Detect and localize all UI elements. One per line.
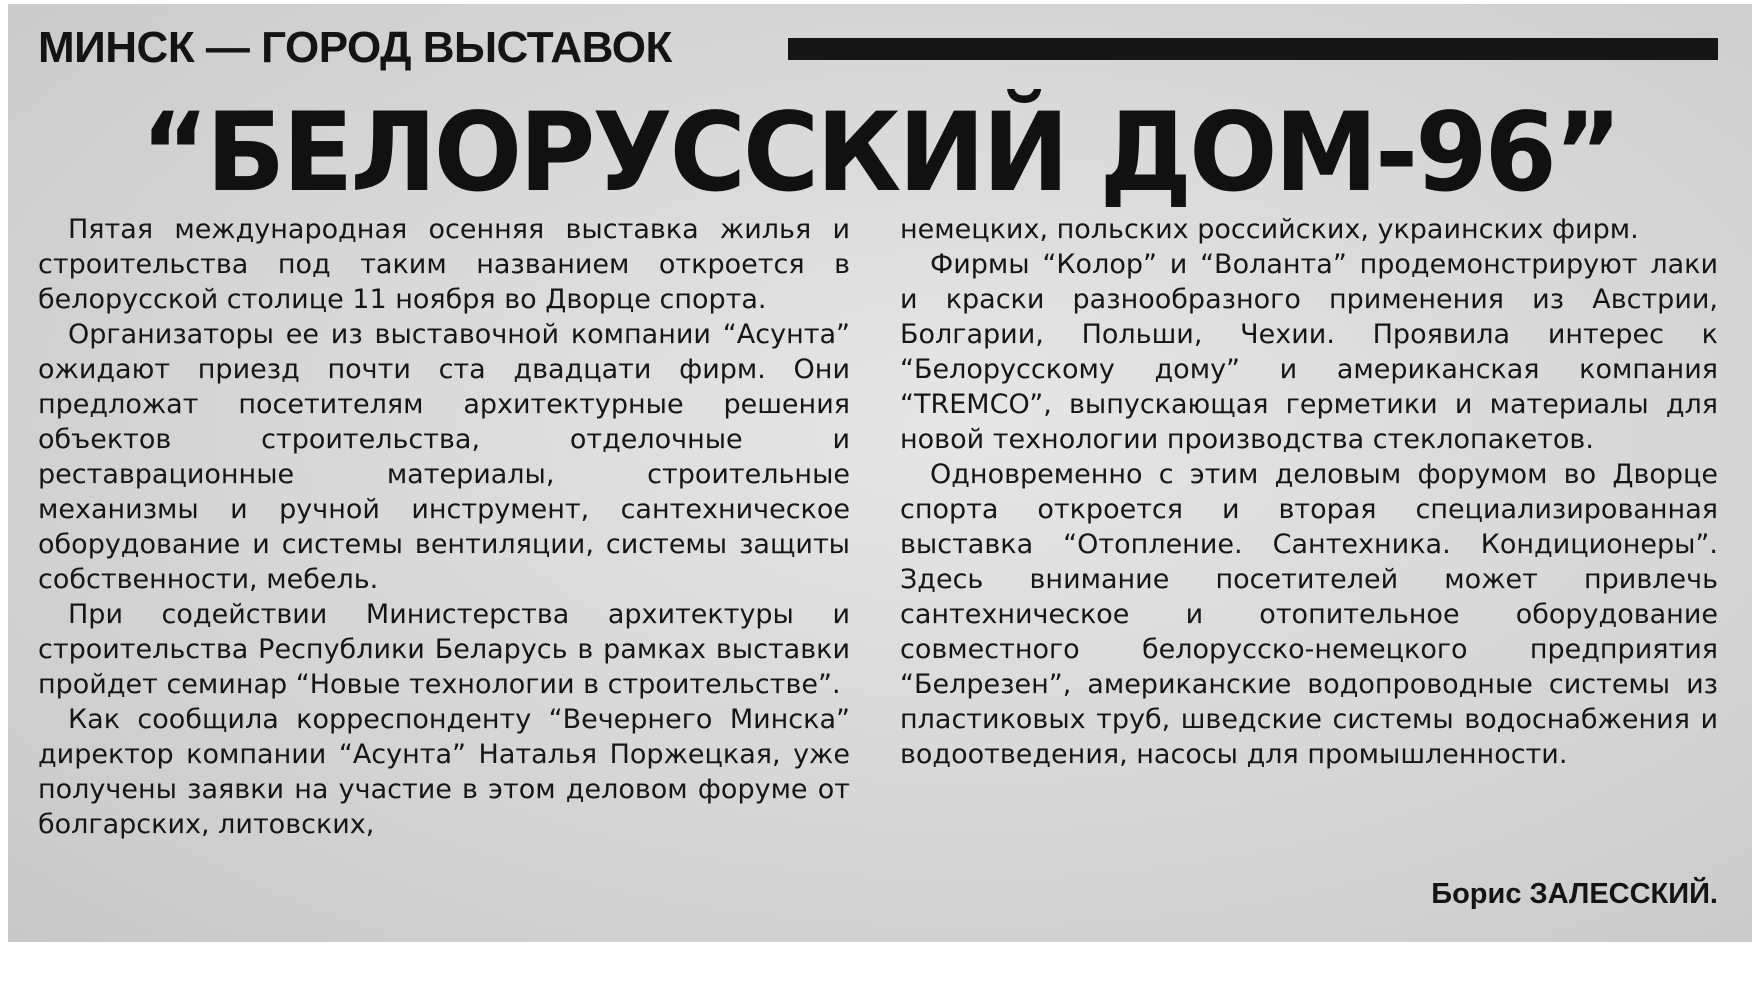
paragraph: Организаторы ее из выставочной компании “Асунта” ожидают приезд почти ста двадцати фирм. Они предложат посетителям архитектурные решения объектов строительства, отделочные и реставрационные материалы, строительные механизмы и ручной инструмент, сантехническое оборудование и системы вентиляции, системы защиты собственности, мебель. [38,319,850,595]
rubric-row [38,18,1728,78]
rubric-rule [788,38,1718,60]
right-column [900,212,1718,772]
paragraph: Фирмы “Колор” и “Воланта” продемонстрируют лаки и краски разнообразного применения из Австрии, Болгарии, Польши, Чехии. Проявила интерес к “Белорусскому дому” и американская компания “TREMCO”, выпускающая герметики и материалы для новой технологии производства стеклопакетов. [900,249,1718,455]
author-byline: Борис ЗАЛЕССКИЙ. [1431,878,1718,910]
paragraph: Пятая международная осенняя выставка жилья и строительства под таким названием откроется в белорусской столице 11 ноября во Дворце спорта. [38,214,850,315]
article-headline: “БЕЛОРУССКИЙ ДОМ-96” [140,87,1620,217]
paragraph-continuation: немецких, польских российских, украинских фирм. [900,214,1639,245]
paragraph: При содействии Министерства архитектуры и строительства Республики Беларусь в рамках выставки пройдет семинар “Новые технологии в строительстве”. [38,599,850,700]
left-column [38,212,850,842]
paragraph: Как сообщила корреспонденту “Вечернего Минска” директор компании “Асунта” Наталья Поржецкая, уже получены заявки на участие в этом деловом форуме от болгарских, литовских, [38,704,850,840]
rubric-title: МИНСК — ГОРОД ВЫСТАВОК [38,23,672,72]
newspaper-clipping [8,4,1752,942]
paragraph: Одновременно с этим деловым форумом во Дворце спорта откроется и вторая специализированная выставка “Отопление. Сантехника. Кондиционеры”. Здесь внимание посетителей может привлечь сантехническое и отопительное оборудование совместного белорусско-немецкого предприятия “Белрезен”, американские водопроводные системы из пластиковых труб, шведские системы водоснабжения и водоотведения, насосы для промышленности. [900,459,1718,770]
